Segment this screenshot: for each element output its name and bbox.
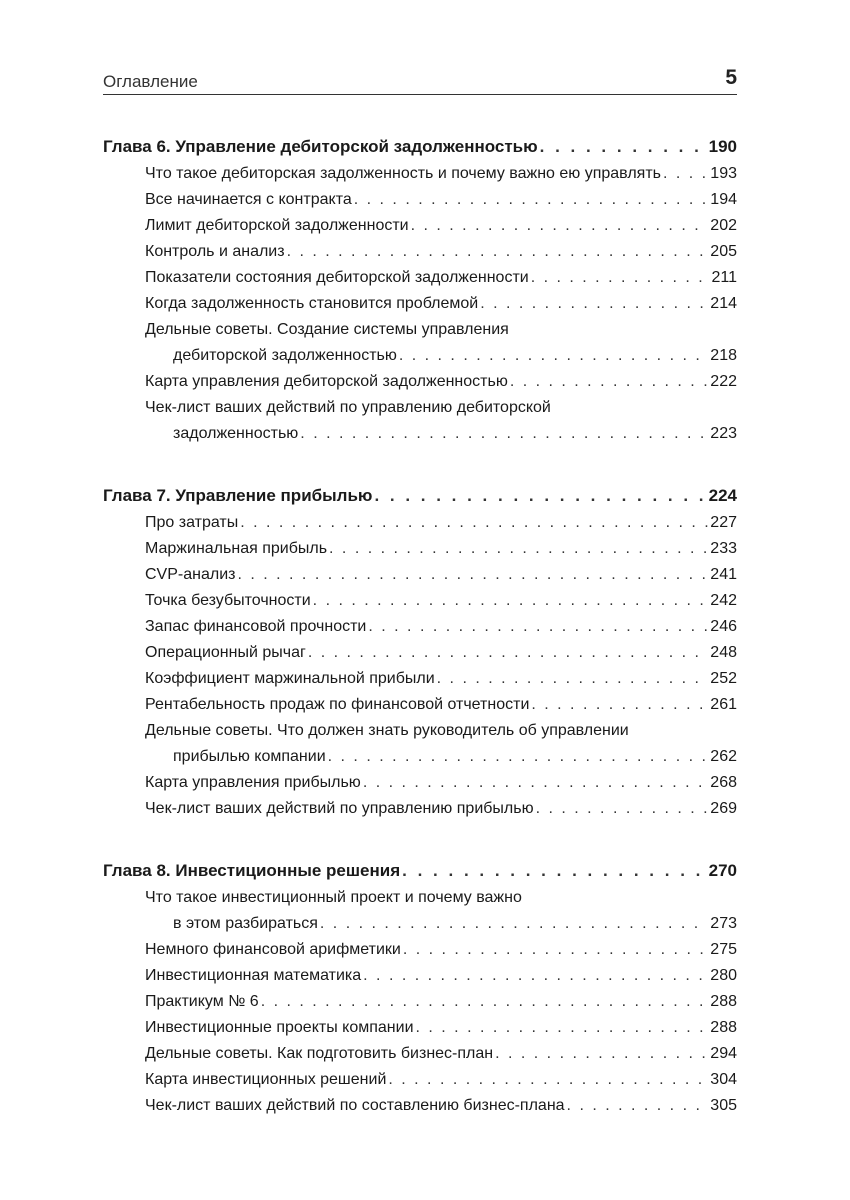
dot-leader <box>663 161 708 187</box>
toc-entry-page-number: 222 <box>710 373 737 390</box>
dot-leader <box>237 562 708 588</box>
toc-entry-page-number: 280 <box>710 967 737 984</box>
chapter-page-number: 270 <box>708 861 737 880</box>
toc-entry-page-number: 261 <box>710 696 737 713</box>
toc-entry[interactable] <box>103 666 737 692</box>
chapter-heading[interactable] <box>103 132 737 161</box>
toc-entry[interactable] <box>103 640 737 666</box>
toc-entry-page-number: 218 <box>710 347 737 364</box>
toc-entry-page-number: 241 <box>710 566 737 583</box>
dot-leader <box>531 265 710 291</box>
dot-leader <box>313 588 709 614</box>
toc-entry-page-number: 211 <box>711 269 737 286</box>
toc-entry[interactable] <box>103 265 737 291</box>
toc-entry-title: Инвестиционная математика <box>145 967 362 984</box>
toc-entry-page-number: 262 <box>710 748 737 765</box>
toc-entry[interactable] <box>103 718 737 770</box>
dot-leader <box>388 1067 708 1093</box>
toc-entry[interactable] <box>103 291 737 317</box>
toc-entry[interactable] <box>103 614 737 640</box>
toc-entry-page-number: 223 <box>710 425 737 442</box>
page-number: 5 <box>725 66 737 89</box>
toc-entry[interactable] <box>103 963 737 989</box>
dot-leader <box>374 481 706 510</box>
toc-entry-title: CVP-анализ <box>145 566 236 583</box>
toc-entry-page-number: 246 <box>710 618 737 635</box>
toc-entry-page-number: 214 <box>710 295 737 312</box>
toc-entry[interactable] <box>103 588 737 614</box>
toc-entry[interactable] <box>103 885 737 937</box>
toc-entry-title: Коэффициент маржинальной прибыли <box>145 670 435 687</box>
toc-entry[interactable] <box>103 1041 737 1067</box>
toc-entry[interactable] <box>103 562 737 588</box>
toc-entry[interactable] <box>103 213 737 239</box>
toc-entry-page-number: 305 <box>710 1097 737 1114</box>
dot-leader <box>320 911 708 937</box>
dot-leader <box>399 343 708 369</box>
toc-entry[interactable] <box>103 796 737 822</box>
toc-entry-title: Показатели состояния дебиторской задолженности <box>145 269 529 286</box>
toc-entry-page-number: 294 <box>710 1045 737 1062</box>
chapter-title: Глава 6. Управление дебиторской задолженностью <box>103 137 538 156</box>
toc-entry-title: Чек-лист ваших действий по составлению бизнес-плана <box>145 1097 565 1114</box>
toc-entry-title: дебиторской задолженностью <box>173 347 397 364</box>
toc-entry-page-number: 242 <box>710 592 737 609</box>
dot-leader <box>411 213 709 239</box>
toc-entry[interactable] <box>103 937 737 963</box>
dot-leader <box>480 291 708 317</box>
dot-leader <box>416 1015 709 1041</box>
toc-entry[interactable] <box>103 1093 737 1119</box>
toc-entry-title-line: Дельные советы. Что должен знать руководитель об управлении <box>145 722 629 739</box>
dot-leader <box>531 692 708 718</box>
toc-entry[interactable] <box>103 317 737 369</box>
dot-leader <box>300 421 708 447</box>
toc-entry-title: Дельные советы. Как подготовить бизнес-план <box>145 1045 494 1062</box>
dot-leader <box>363 770 708 796</box>
toc-entry-title: Карта управления дебиторской задолженностью <box>145 373 508 390</box>
toc-entry[interactable] <box>103 510 737 536</box>
toc-entry-page-number: 275 <box>710 941 737 958</box>
dot-leader <box>540 132 707 161</box>
toc-entry-page-number: 252 <box>710 670 737 687</box>
toc-entry-page-number: 233 <box>710 540 737 557</box>
toc-entry-title: в этом разбираться <box>173 915 318 932</box>
chapter-heading[interactable] <box>103 856 737 885</box>
toc-entry-title: Карта управления прибылью <box>145 774 361 791</box>
toc-entry[interactable] <box>103 395 737 447</box>
toc-entry-title-line: Дельные советы. Создание системы управления <box>145 321 509 338</box>
toc-entry-page-number: 194 <box>710 191 737 208</box>
toc-entry-page-number: 288 <box>710 1019 737 1036</box>
toc-entry-title: Запас финансовой прочности <box>145 618 367 635</box>
running-header-title: Оглавление <box>103 72 198 91</box>
dot-leader <box>287 239 709 265</box>
toc-entry[interactable] <box>103 161 737 187</box>
toc-entry-title: Карта инвестиционных решений <box>145 1071 387 1088</box>
chapter-title: Глава 8. Инвестиционные решения <box>103 861 401 880</box>
toc-entry-page-number: 273 <box>710 915 737 932</box>
toc-entry[interactable] <box>103 1015 737 1041</box>
toc-entry-title-line: Что такое инвестиционный проект и почему важно <box>145 889 522 906</box>
toc-entry-title: Рентабельность продаж по финансовой отчетности <box>145 696 530 713</box>
toc-entry[interactable] <box>103 1067 737 1093</box>
dot-leader <box>368 614 708 640</box>
toc-entry-title: задолженностью <box>173 425 299 442</box>
toc-entry-page-number: 248 <box>710 644 737 661</box>
toc-entry-title: Что такое дебиторская задолженность и почему важно ею управлять <box>145 165 661 182</box>
dot-leader <box>403 937 708 963</box>
dot-leader <box>402 856 706 885</box>
chapter-page-number: 190 <box>708 137 737 156</box>
running-header <box>103 66 737 95</box>
toc-entry[interactable] <box>103 239 737 265</box>
toc-entry-page-number: 193 <box>710 165 737 182</box>
toc-entry-page-number: 205 <box>710 243 737 260</box>
toc-entry-title: Маржинальная прибыль <box>145 540 328 557</box>
toc-entry-title-line: Чек-лист ваших действий по управлению дебиторской <box>145 399 551 416</box>
dot-leader <box>261 989 709 1015</box>
toc-entry-title: Про затраты <box>145 514 239 531</box>
toc-entry[interactable] <box>103 369 737 395</box>
toc-entry-title: Немного финансовой арифметики <box>145 941 401 958</box>
dot-leader <box>329 536 708 562</box>
dot-leader <box>495 1041 708 1067</box>
toc-entry[interactable] <box>103 536 737 562</box>
dot-leader <box>363 963 708 989</box>
toc-entry-title: Чек-лист ваших действий по управлению прибылью <box>145 800 534 817</box>
toc-entry-title: Когда задолженность становится проблемой <box>145 295 479 312</box>
toc-entry-title: Все начинается с контракта <box>145 191 352 208</box>
dot-leader <box>567 1093 709 1119</box>
dot-leader <box>308 640 708 666</box>
chapter-section <box>103 481 737 822</box>
dot-leader <box>354 187 709 213</box>
toc-entry[interactable] <box>103 989 737 1015</box>
chapter-section <box>103 132 737 447</box>
toc-entry-title: Контроль и анализ <box>145 243 285 260</box>
toc-entry-title: Точка безубыточности <box>145 592 311 609</box>
dot-leader <box>328 744 709 770</box>
toc-entry-page-number: 288 <box>710 993 737 1010</box>
chapter-section <box>103 856 737 1119</box>
dot-leader <box>536 796 709 822</box>
toc-entry[interactable] <box>103 770 737 796</box>
toc-entry[interactable] <box>103 692 737 718</box>
toc-entry-title: Инвестиционные проекты компании <box>145 1019 414 1036</box>
toc-entry-page-number: 268 <box>710 774 737 791</box>
toc-entry-page-number: 202 <box>710 217 737 234</box>
toc-entry-page-number: 269 <box>710 800 737 817</box>
dot-leader <box>510 369 708 395</box>
chapter-title: Глава 7. Управление прибылью <box>103 486 373 505</box>
table-of-contents <box>103 132 737 1153</box>
toc-entry-title: Практикум № 6 <box>145 993 259 1010</box>
toc-entry-title: прибылью компании <box>173 748 326 765</box>
toc-entry-page-number: 304 <box>710 1071 737 1088</box>
toc-entry-page-number: 227 <box>710 514 737 531</box>
toc-entry-title: Операционный рычаг <box>145 644 306 661</box>
chapter-page-number: 224 <box>708 486 737 505</box>
toc-entry-title: Лимит дебиторской задолженности <box>145 217 409 234</box>
chapter-heading[interactable] <box>103 481 737 510</box>
toc-entry[interactable] <box>103 187 737 213</box>
dot-leader <box>437 666 709 692</box>
dot-leader <box>240 510 708 536</box>
